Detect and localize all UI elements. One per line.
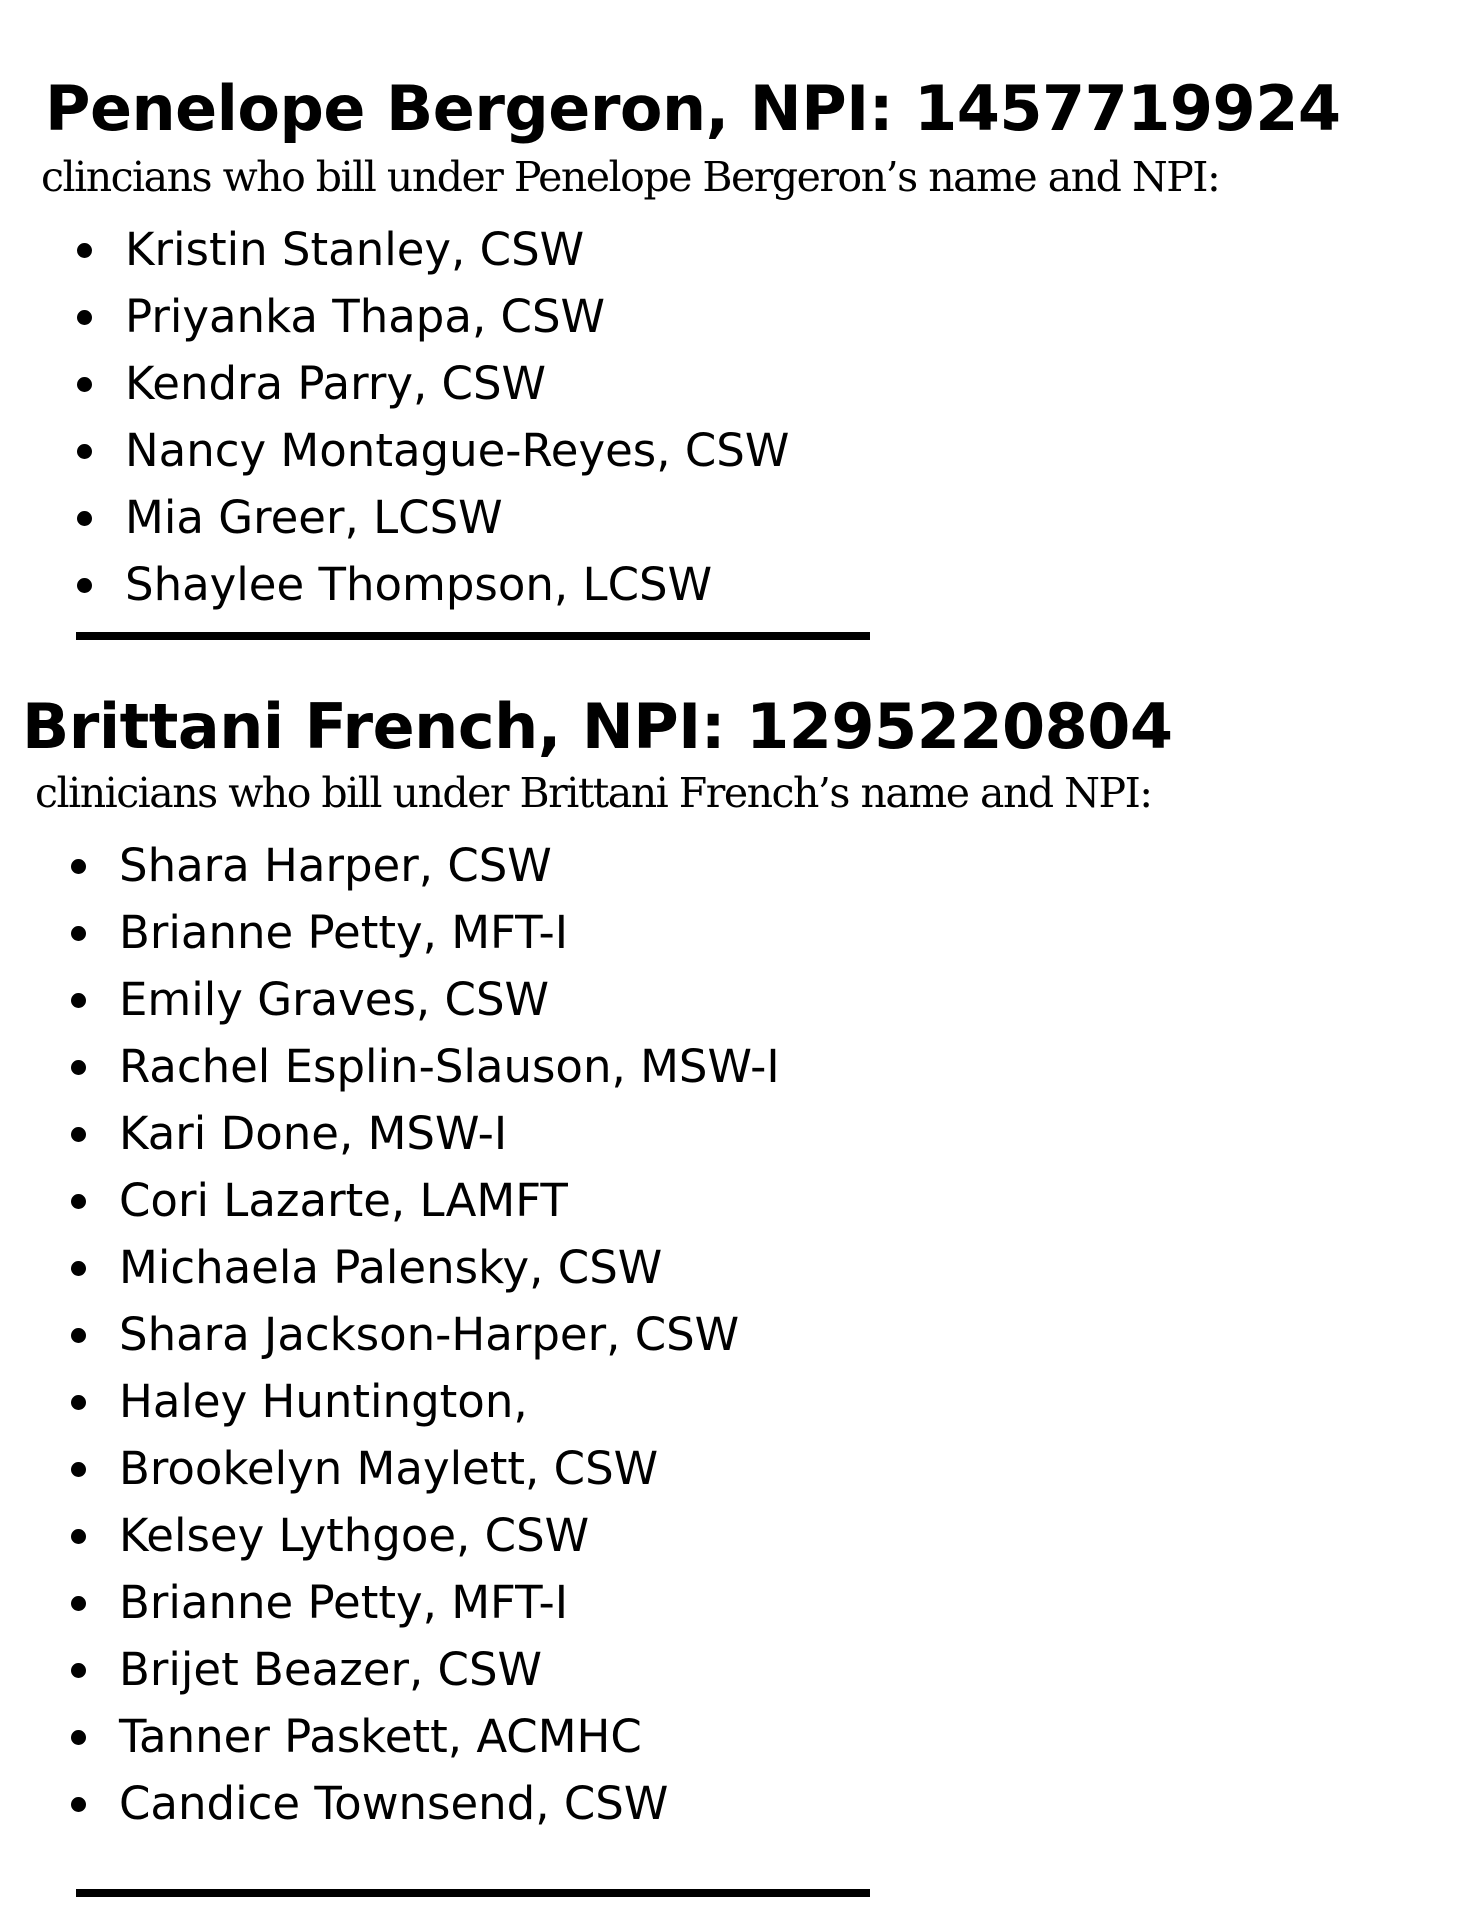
bullet-icon: [71, 1395, 86, 1410]
bullet-icon: [71, 1797, 86, 1812]
clinician-name: Tanner Paskett, ACMHC: [119, 1710, 642, 1763]
clinician-name: Kari Done, MSW-I: [119, 1107, 508, 1160]
bullet-icon: [77, 377, 92, 392]
section-divider: [76, 632, 870, 640]
clinician-name: Brookelyn Maylett, CSW: [119, 1442, 659, 1495]
list-item: [71, 899, 780, 966]
list-item: [77, 216, 789, 283]
clinician-name: Shaylee Thompson, LCSW: [125, 558, 713, 611]
list-item: [71, 832, 780, 899]
list-item: [71, 1100, 780, 1167]
clinician-name: Priyanka Thapa, CSW: [125, 290, 606, 343]
clinician-name: Michaela Palensky, CSW: [119, 1241, 663, 1294]
clinician-name: Kristin Stanley, CSW: [125, 223, 585, 276]
bullet-icon: [71, 1462, 86, 1477]
bullet-icon: [71, 993, 86, 1008]
list-item: [77, 283, 789, 350]
bullet-icon: [71, 1529, 86, 1544]
clinician-name: Cori Lazarte, LAMFT: [119, 1174, 568, 1227]
list-item: [71, 1502, 780, 1569]
clinician-name: Shara Jackson-Harper, CSW: [119, 1308, 740, 1361]
bullet-icon: [77, 243, 92, 258]
bullet-icon: [71, 1663, 86, 1678]
bullet-icon: [77, 578, 92, 593]
list-item: [71, 1770, 780, 1837]
list-item: [77, 551, 789, 618]
section-subheading: clincians who bill under Penelope Bergeron’s name and NPI:: [41, 153, 1220, 201]
clinician-name: Shara Harper, CSW: [119, 839, 552, 892]
section-divider: [76, 1889, 870, 1897]
bullet-icon: [71, 1730, 86, 1745]
section-heading: Brittani French, NPI: 1295220804: [22, 690, 1173, 763]
bullet-icon: [71, 1328, 86, 1343]
clinician-name: Kelsey Lythgoe, CSW: [119, 1509, 590, 1562]
clinician-name: Rachel Esplin-Slauson, MSW-I: [119, 1040, 780, 1093]
bullet-icon: [77, 511, 92, 526]
list-item: [71, 1234, 780, 1301]
clinician-name: Brianne Petty, MFT-I: [119, 1576, 569, 1629]
clinician-name: Nancy Montague-Reyes, CSW: [125, 424, 790, 477]
section-heading: Penelope Bergeron, NPI: 1457719924: [45, 72, 1341, 145]
bullet-icon: [71, 926, 86, 941]
bullet-icon: [71, 1060, 86, 1075]
bullet-icon: [71, 859, 86, 874]
list-item: [77, 417, 789, 484]
list-item: [77, 484, 789, 551]
list-item: [71, 966, 780, 1033]
section-subheading: clinicians who bill under Brittani French’s name and NPI:: [35, 769, 1152, 817]
list-item: [71, 1435, 780, 1502]
clinician-list: [71, 832, 780, 1837]
clinician-name: Kendra Parry, CSW: [125, 357, 547, 410]
list-item: [77, 350, 789, 417]
list-item: [71, 1703, 780, 1770]
clinician-name: Haley Huntington,: [119, 1375, 528, 1428]
bullet-icon: [77, 310, 92, 325]
list-item: [71, 1167, 780, 1234]
clinician-name: Mia Greer, LCSW: [125, 491, 503, 544]
bullet-icon: [71, 1596, 86, 1611]
clinician-name: Brijet Beazer, CSW: [119, 1643, 543, 1696]
bullet-icon: [71, 1261, 86, 1276]
list-item: [71, 1368, 780, 1435]
list-item: [71, 1033, 780, 1100]
list-item: [71, 1569, 780, 1636]
list-item: [71, 1301, 780, 1368]
bullet-icon: [77, 444, 92, 459]
bullet-icon: [71, 1127, 86, 1142]
clinician-list: [77, 216, 789, 618]
list-item: [71, 1636, 780, 1703]
clinician-name: Candice Townsend, CSW: [119, 1777, 669, 1830]
bullet-icon: [71, 1194, 86, 1209]
clinician-name: Emily Graves, CSW: [119, 973, 550, 1026]
clinician-name: Brianne Petty, MFT-I: [119, 906, 569, 959]
